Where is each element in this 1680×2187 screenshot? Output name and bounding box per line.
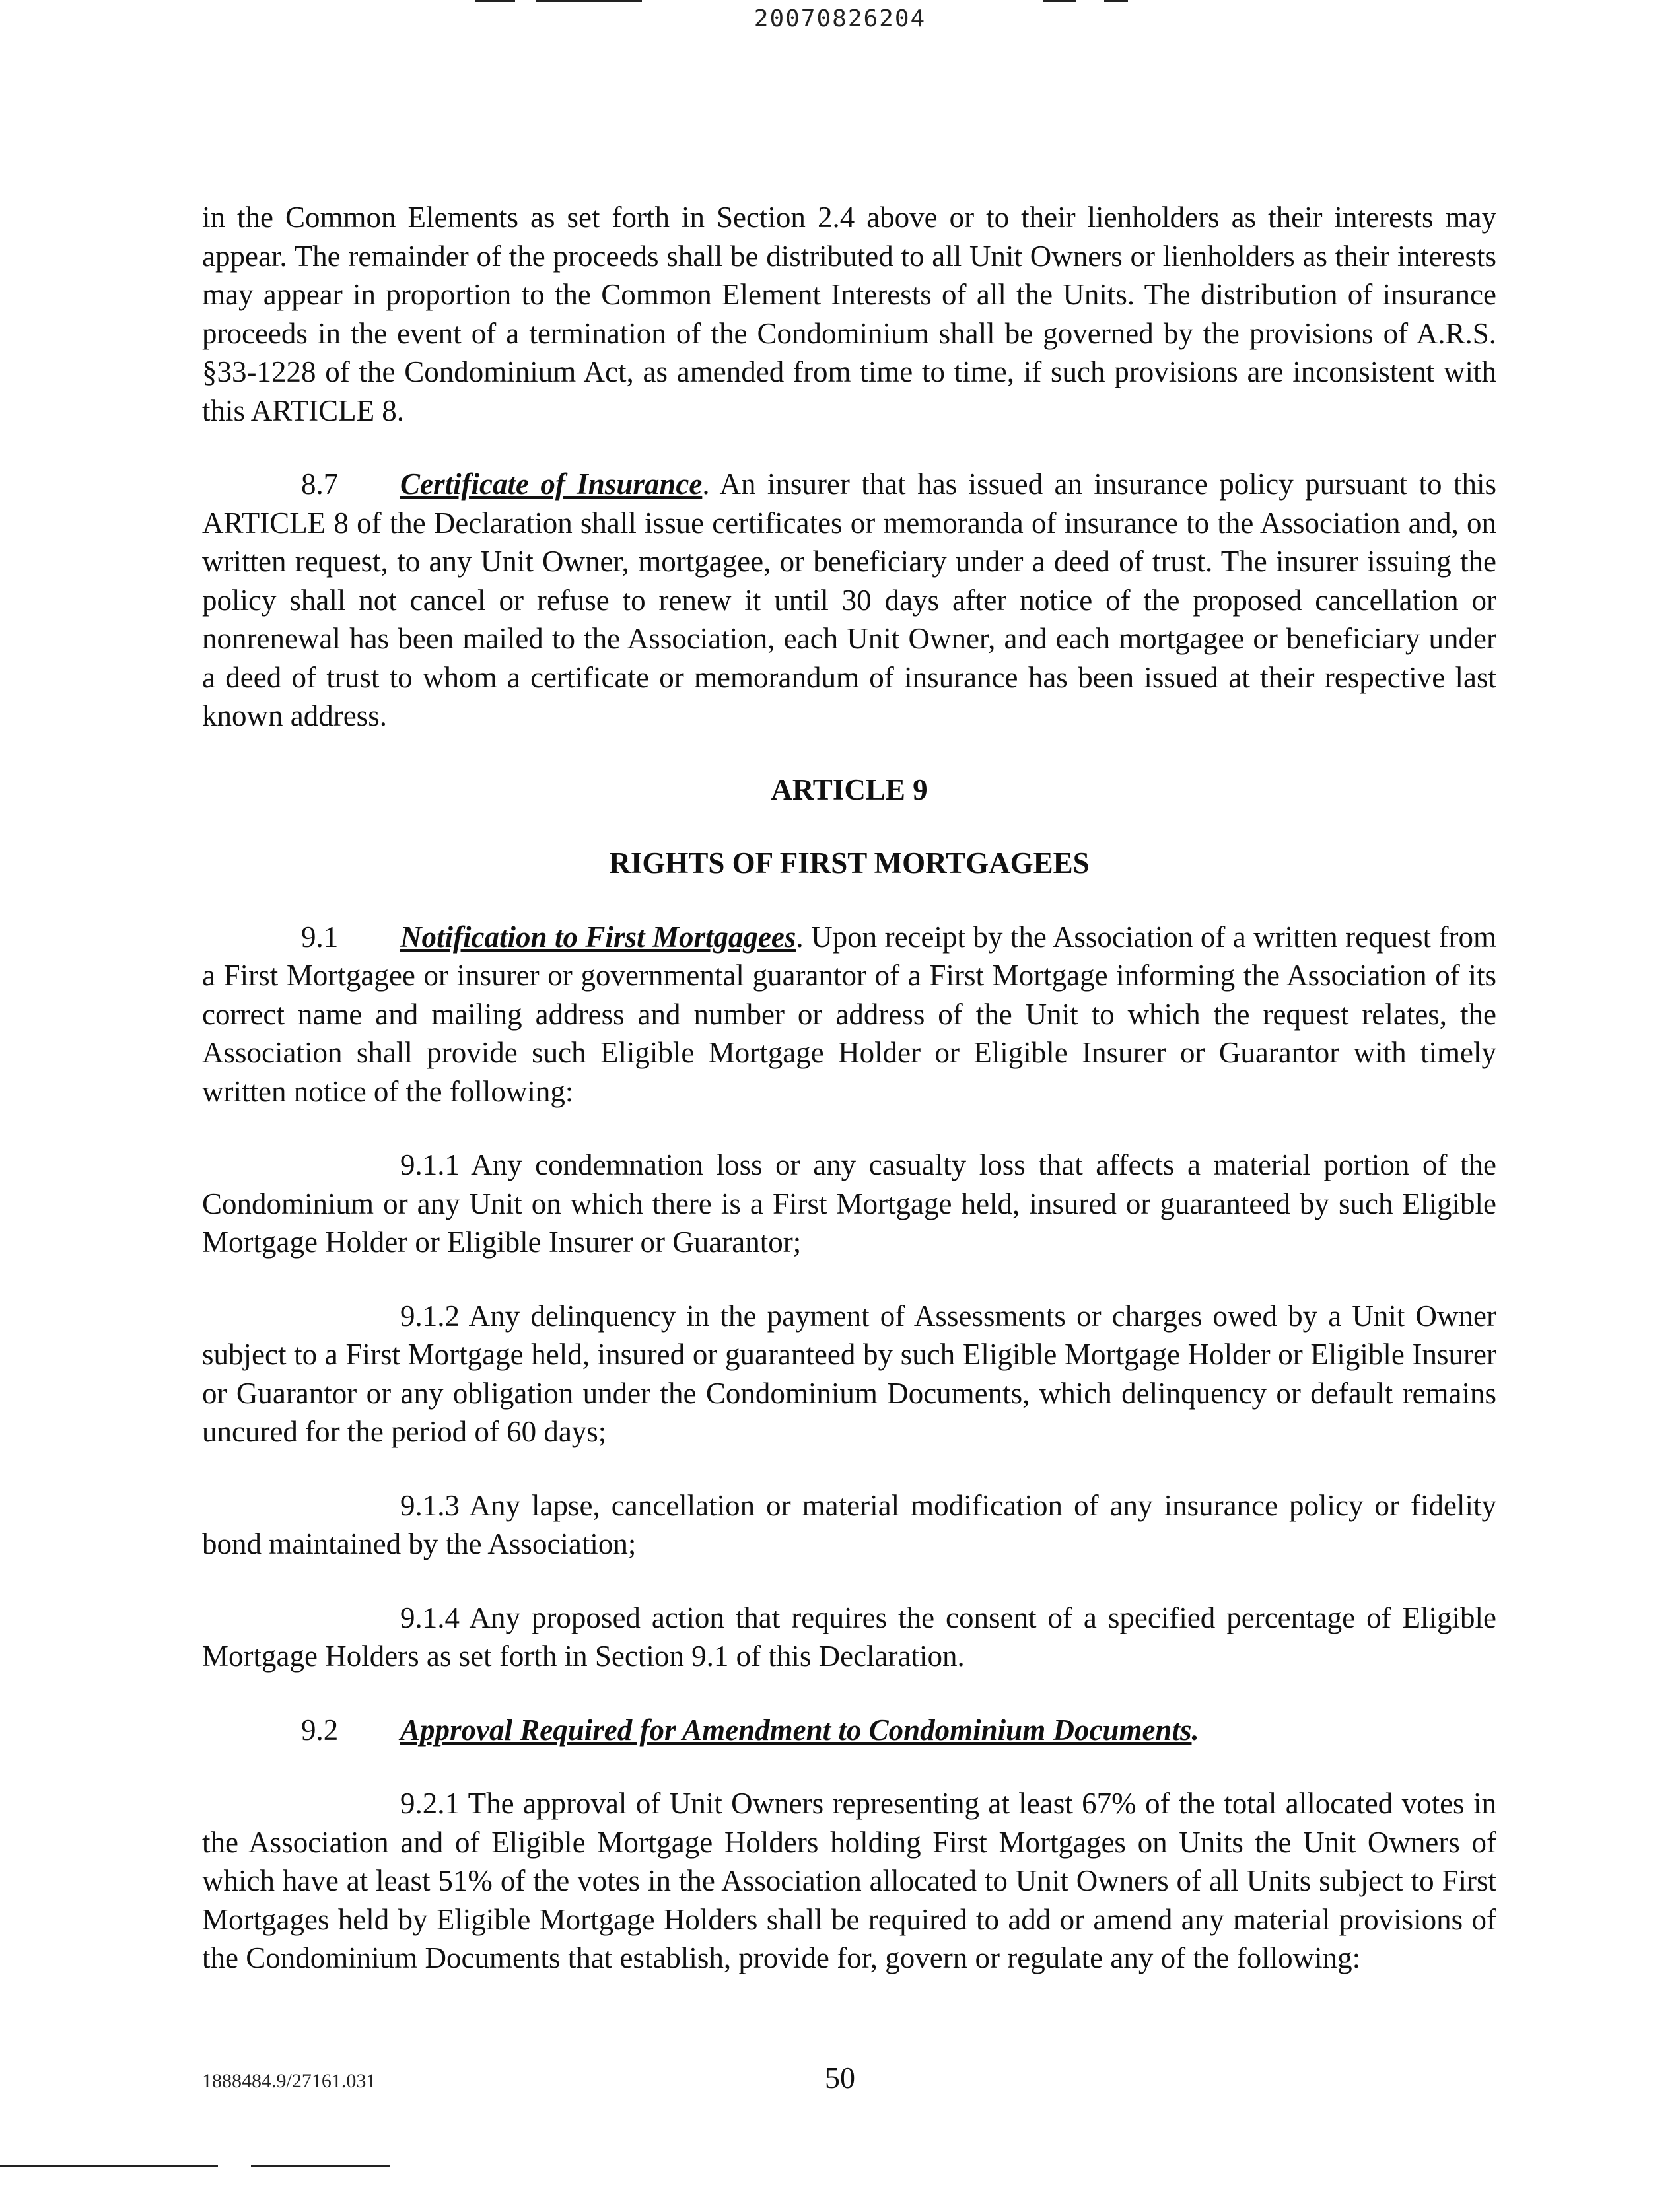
section-text: . An insurer that has issued an insurance policy pursuant to this ARTICLE 8 of the Declaration shall issue certificates or memoranda of insurance to the Association and, on written request, to any Unit Owner, mortgagee, or beneficiary under a deed of trust. The insurer issuing the policy shall not cancel or refuse to renew it until 30 days after notice of the proposed cancellation or nonrenewal has been mailed to the Association, each Unit Owner, and each mortgagee or beneficiary under a deed of trust to whom a certificate or memorandum of insurance has been issued at their respective last known address. xyxy=(202,468,1496,732)
document-reference: 1888484.9/27161.031 xyxy=(202,2070,376,2092)
page-number: 50 xyxy=(825,2061,855,2095)
section-text: . Upon receipt by the Association of a written request from a First Mortgagee or insurer or governmental guarantor of a First Mortgage informing the Association of its correct name and mailing address and number or address of the Unit to which the request relates, the Association shall provide such Eligible Mortgage Holder or Eligible Insurer or Guarantor with timely written notice of the following: xyxy=(202,920,1497,1108)
paragraph-continuation: in the Common Elements as set forth in Section 2.4 above or to their lienholders as their interests may appear. The remainder of the proceeds shall be distributed to all Unit Owners or lienholders as their interests may appear in proportion to the Common Element Interests of all the Units. The distribution of insurance proceeds in the event of a termination of the Condominium shall be governed by the provisions of A.R.S. §33-1228 of the Condominium Act, as amended from time to time, if such provisions are inconsistent with this ARTICLE 8. xyxy=(202,201,1496,427)
scan-mark xyxy=(1043,0,1076,2)
section-8-7 xyxy=(202,465,1496,736)
subsection-9-1-4: 9.1.4 Any proposed action that requires the consent of a specified percentage of Eligible Mortgage Holders as set forth in Section 9.1 of this Declaration. xyxy=(202,1601,1496,1673)
section-9-2 xyxy=(202,1711,1496,1750)
scan-mark xyxy=(475,0,515,2)
section-heading: Certificate of Insurance xyxy=(400,468,703,501)
document-body xyxy=(202,198,1496,1978)
subsection-9-1-1: 9.1.1 Any condemnation loss or any casualty loss that affects a material portion of the Condominium or any Unit on which there is a First Mortgage held, insured or guaranteed by such Eligible Mortgage Holder or Eligible Insurer or Guarantor; xyxy=(202,1148,1496,1259)
section-heading: Notification to First Mortgagees xyxy=(400,920,796,954)
scan-mark xyxy=(0,2165,218,2167)
section-9-1 xyxy=(202,918,1496,1111)
section-number: 9.1 xyxy=(301,920,339,954)
section-number: 8.7 xyxy=(301,468,339,501)
recording-number: 20070826204 xyxy=(753,5,927,32)
article-title: ARTICLE 9 xyxy=(771,773,928,806)
scan-mark xyxy=(251,2165,390,2167)
section-number: 9.2 xyxy=(301,1713,339,1747)
section-heading: Approval Required for Amendment to Condominium Documents xyxy=(400,1713,1192,1747)
article-subtitle: RIGHTS OF FIRST MORTGAGEES xyxy=(609,847,1090,880)
subsection-9-1-3: 9.1.3 Any lapse, cancellation or material modification of any insurance policy or fidelity bond maintained by the Association; xyxy=(202,1488,1496,1560)
scan-mark xyxy=(1104,0,1128,2)
scan-mark xyxy=(536,0,642,2)
section-heading-tail: . xyxy=(1191,1713,1199,1747)
subsection-9-1-2: 9.1.2 Any delinquency in the payment of Assessments or charges owed by a Unit Owner subject to a First Mortgage held, insured or guaranteed by such Eligible Mortgage Holder or Eligible Insurer or Guarantor or any obligation under the Condominium Documents, which delinquency or default remains uncured for the period of 60 days; xyxy=(202,1299,1496,1448)
subsection-9-2-1: 9.2.1 The approval of Unit Owners representing at least 67% of the total allocated votes in the Association and of Eligible Mortgage Holders holding First Mortgages on Units the Unit Owners of which have at least 51% of the votes in the Association allocated to Unit Owners of all Units subject to First Mortgages held by Eligible Mortgage Holders shall be required to add or amend any material provisions of the Condominium Documents that establish, provide for, govern or regulate any of the following: xyxy=(202,1787,1496,1974)
